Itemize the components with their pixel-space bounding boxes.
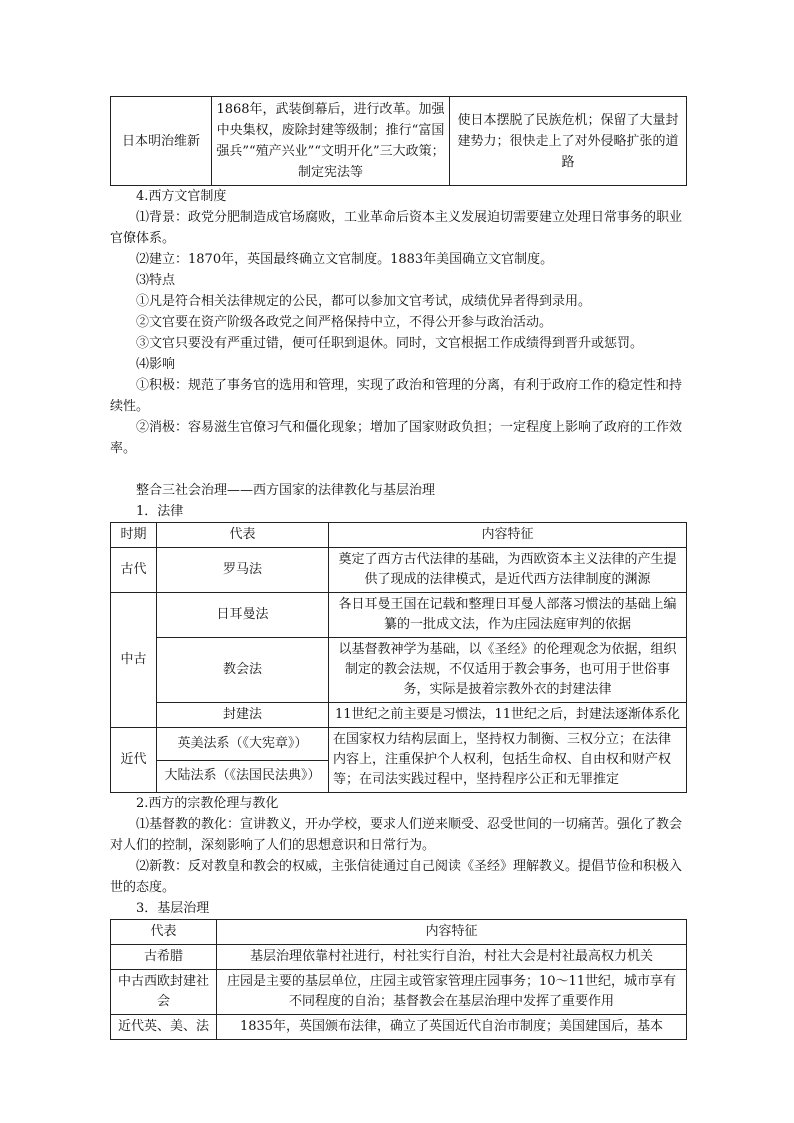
table-row	[111, 97, 687, 186]
religion-protestant: ⑵新教：反对教皇和教会的权威，主张信徒通过自己阅读《圣经》理解教义。提倡节俭和积极入世的态度。	[110, 859, 683, 895]
grassroots-table	[110, 919, 687, 1040]
period-ancient: 古代	[111, 548, 157, 593]
meiji-table	[110, 96, 687, 186]
rep-feudal-law: 封建法	[157, 703, 329, 728]
civil-service-background: ⑴背景：政党分肥制造成官场腐败，工业革命后资本主义发展迫切需要建立处理日常事务的职业官僚体系。	[110, 210, 683, 246]
feature-canon-law: 以基督教神学为基础，以《圣经》的伦理观念为依据，组织制定的教会法规，不仅适用于教会事务，也可用于世俗事务，实际是披着宗教外衣的封建法律	[329, 638, 687, 703]
religion-title: 2.西方的宗教伦理与教化	[136, 796, 279, 811]
civil-service-impact-positive: ①积极：规范了事务官的选用和管理，实现了政治和管理的分离，有利于政府工作的稳定性和持续性。	[110, 378, 683, 414]
header-feature: 内容特征	[217, 920, 687, 945]
section3-title: 整合三社会治理——西方国家的法律教化与基层治理	[136, 483, 436, 498]
civil-service-establish: ⑵建立：1870年，英国最终确立文官制度。1883年美国确立文官制度。	[136, 252, 554, 267]
table-row	[111, 1015, 687, 1040]
table-row	[111, 728, 687, 761]
table-header-row	[111, 523, 687, 548]
rep-modern-west: 近代英、美、法	[111, 1015, 217, 1040]
feature-modern-law: 在国家权力结构层面上，坚持权力制衡、三权分立；在法律内容上，注重保护个人权利，包括生命权、自由权和财产权等；在司法实践过程中，坚持程序公正和无罪推定	[329, 728, 687, 793]
rep-germanic-law: 日耳曼法	[157, 593, 329, 638]
document-page	[110, 96, 686, 1040]
civil-service-feature-1: ①凡是符合相关法律规定的公民，都可以参加文官考试，成绩优异者得到录用。	[136, 294, 592, 309]
religion-christian: ⑴基督教的教化：宣讲教义，开办学校，要求人们逆来顺受、忍受世间的一切痛苦。强化了教会对人们的控制，深刻影响了人们的思想意识和日常行为。	[110, 817, 683, 853]
meiji-impact: 使日本摆脱了民族危机；保留了大量封建势力；很快走上了对外侵略扩张的道路	[450, 97, 687, 186]
rep-ancient-greece: 古希腊	[111, 945, 217, 970]
feature-roman-law: 奠定了西方古代法律的基础，为西欧资本主义法律的产生提供了现成的法律模式，是近代西方法律制度的渊源	[329, 548, 687, 593]
grassroots-title: 3．基层治理	[136, 901, 210, 916]
feature-ancient-greece: 基层治理依靠村社进行，村社实行自治，村社大会是村社最高权力机关	[217, 945, 687, 970]
civil-service-features-title: ⑶特点	[136, 273, 176, 288]
table-row	[111, 593, 687, 638]
civil-service-feature-2: ②文官要在资产阶级各政党之间严格保持中立，不得公开参与政治活动。	[136, 315, 553, 330]
rep-roman-law: 罗马法	[157, 548, 329, 593]
table-header-row	[111, 920, 687, 945]
meiji-name: 日本明治维新	[111, 97, 212, 186]
period-modern: 近代	[111, 728, 157, 793]
period-medieval: 中古	[111, 593, 157, 728]
civil-service-impact-negative: ②消极：容易滋生官僚习气和僵化现象；增加了国家财政负担；一定程度上影响了政府的工作效率。	[110, 420, 683, 456]
rep-common-law: 英美法系（《大宪章》）	[157, 728, 329, 761]
header-period: 时期	[111, 523, 157, 548]
header-rep: 代表	[111, 920, 217, 945]
civil-service-title: 4.西方文官制度	[136, 189, 227, 204]
civil-service-impact-title: ⑷影响	[136, 357, 176, 372]
table-row	[111, 703, 687, 728]
table-row	[111, 970, 687, 1015]
rep-medieval-europe: 中古西欧封建社会	[111, 970, 217, 1015]
feature-germanic-law: 各日耳曼王国在记载和整理日耳曼人部落习惯法的基础上编纂的一批成文法，作为庄园法庭审判的依据	[329, 593, 687, 638]
meiji-content: 1868年，武装倒幕后，进行改革。加强中央集权，废除封建等级制；推行“富国强兵”“殖产兴业”“文明开化”三大政策；制定宪法等	[212, 97, 450, 186]
header-rep: 代表	[157, 523, 329, 548]
civil-service-feature-3: ③文官只要没有严重过错，便可任职到退休。同时，文官根据工作成绩得到晋升或惩罚。	[136, 336, 644, 351]
table-row	[111, 638, 687, 703]
table-row	[111, 548, 687, 593]
header-feature: 内容特征	[329, 523, 687, 548]
law-title: 1．法律	[136, 504, 184, 519]
law-table	[110, 522, 687, 793]
feature-medieval-europe: 庄园是主要的基层单位，庄园主或管家管理庄园事务；10～11世纪，城市享有不同程度的自治；基督教会在基层治理中发挥了重要作用	[217, 970, 687, 1015]
rep-canon-law: 教会法	[157, 638, 329, 703]
feature-modern-west: 1835年，英国颁布法律，确立了英国近代自治市制度；美国建国后，基本	[217, 1015, 687, 1040]
rep-civil-law: 大陆法系（《法国民法典》）	[157, 760, 329, 793]
table-row	[111, 945, 687, 970]
feature-feudal-law: 11世纪之前主要是习惯法，11世纪之后，封建法逐渐体系化	[329, 703, 687, 728]
